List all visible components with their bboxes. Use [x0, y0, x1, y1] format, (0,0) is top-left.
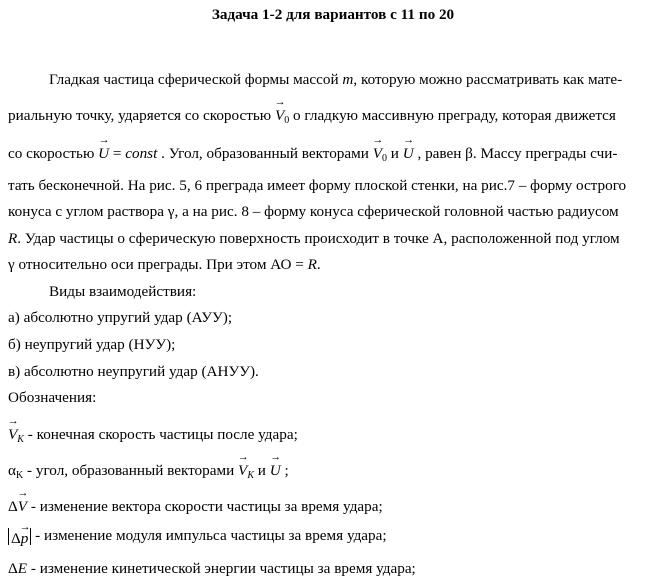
- notation-velocity-change: [8, 496, 383, 516]
- text-fragment: ;: [280, 462, 289, 479]
- text-fragment: . Удар частицы о сферическую поверхность происходит в точке А, расположенной под углом: [17, 230, 620, 247]
- subscript-zero: 0: [381, 153, 387, 164]
- text-fragment: - конечная скорость частицы после удара;: [23, 426, 298, 443]
- task-title: Задача 1-2 для вариантов с 11 по 20: [211, 6, 455, 23]
- text-fragment: , которую можно рассматривать как мате-: [353, 71, 623, 88]
- notation-momentum-change: [8, 527, 387, 545]
- text-fragment: γ относительно оси преграды. При этом АО =: [8, 256, 308, 273]
- notation-heading: Обозначения:: [8, 389, 97, 406]
- radius-symbol: R: [307, 256, 317, 273]
- v0-vector-symbol: → V: [373, 143, 382, 163]
- delta-symbol: Δ: [8, 498, 18, 515]
- v-vector-symbol: → V: [18, 496, 27, 516]
- text-fragment: риальную точку, ударяется со скоростью: [8, 107, 275, 124]
- text-fragment: о гладкую массивную преграду, которая движется: [289, 107, 616, 124]
- vk-vector-symbol: → V: [8, 424, 17, 444]
- interaction-item-inelastic: б) неупругий удар (НУУ);: [8, 336, 176, 353]
- subscript-k: K: [247, 470, 254, 481]
- interaction-heading: Виды взаимодействия:: [49, 283, 197, 300]
- mass-symbol: m: [342, 71, 354, 88]
- text-fragment: и: [253, 462, 270, 479]
- alpha-symbol: α: [8, 462, 16, 479]
- radius-symbol: R: [8, 230, 18, 247]
- subscript-zero: 0: [284, 115, 290, 126]
- const-word: const: [125, 145, 158, 162]
- text-fragment: , равен β. Массу преграды счи-: [413, 145, 618, 162]
- text-fragment: - изменение модуля импульса частицы за время удара;: [31, 527, 387, 544]
- notation-energy-change: [8, 560, 416, 578]
- energy-symbol: E: [17, 560, 28, 577]
- notation-final-velocity: [8, 424, 298, 445]
- text-fragment: .: [316, 256, 321, 273]
- interaction-item-elastic: а) абсолютно упругий удар (АУУ);: [8, 309, 233, 326]
- v0-vector-symbol: → V: [275, 105, 284, 125]
- u-vector-symbol: → U: [98, 143, 109, 163]
- text-fragment: и: [386, 145, 403, 162]
- u-vector-symbol: → U: [403, 143, 414, 163]
- text-fragment: Гладкая частица сферической формы массой: [49, 71, 343, 88]
- text-fragment: со скоростью: [8, 145, 99, 162]
- paragraph-line-7: [8, 256, 321, 274]
- delta-symbol: Δ: [8, 560, 18, 577]
- paragraph-line-4: тать бесконечной. На рис. 5, 6 преграда имеет форму плоской стенки, на рис.7 – форму острого: [8, 177, 627, 194]
- paragraph-line-5: конуса с углом раствора γ, а на рис. 8 – форму конуса сферической головной частью радиусом: [8, 203, 619, 220]
- paragraph-line-6: [8, 230, 620, 248]
- equals-sign: =: [109, 145, 126, 162]
- paragraph-line-1: [49, 71, 622, 89]
- subscript-k: K: [17, 434, 24, 445]
- u-vector-symbol: → U: [270, 460, 281, 480]
- paragraph-line-3: [8, 143, 617, 164]
- notation-angle: [8, 460, 289, 481]
- text-fragment: - изменение кинетической энергии частицы за время удара;: [27, 560, 416, 577]
- interaction-item-perfectly-inelastic: в) абсолютно неупругий удар (АНУУ).: [8, 363, 259, 380]
- paragraph-line-2: [8, 105, 616, 126]
- vk-vector-symbol: → V: [238, 460, 247, 480]
- text-fragment: . Угол, образованный векторами: [157, 145, 373, 162]
- text-fragment: - угол, образованный векторами: [23, 462, 239, 479]
- abs-delta-p-symbol: Δ→ p: [8, 528, 31, 545]
- subscript-k: K: [15, 470, 24, 481]
- text-fragment: - изменение вектора скорости частицы за время удара;: [27, 498, 383, 515]
